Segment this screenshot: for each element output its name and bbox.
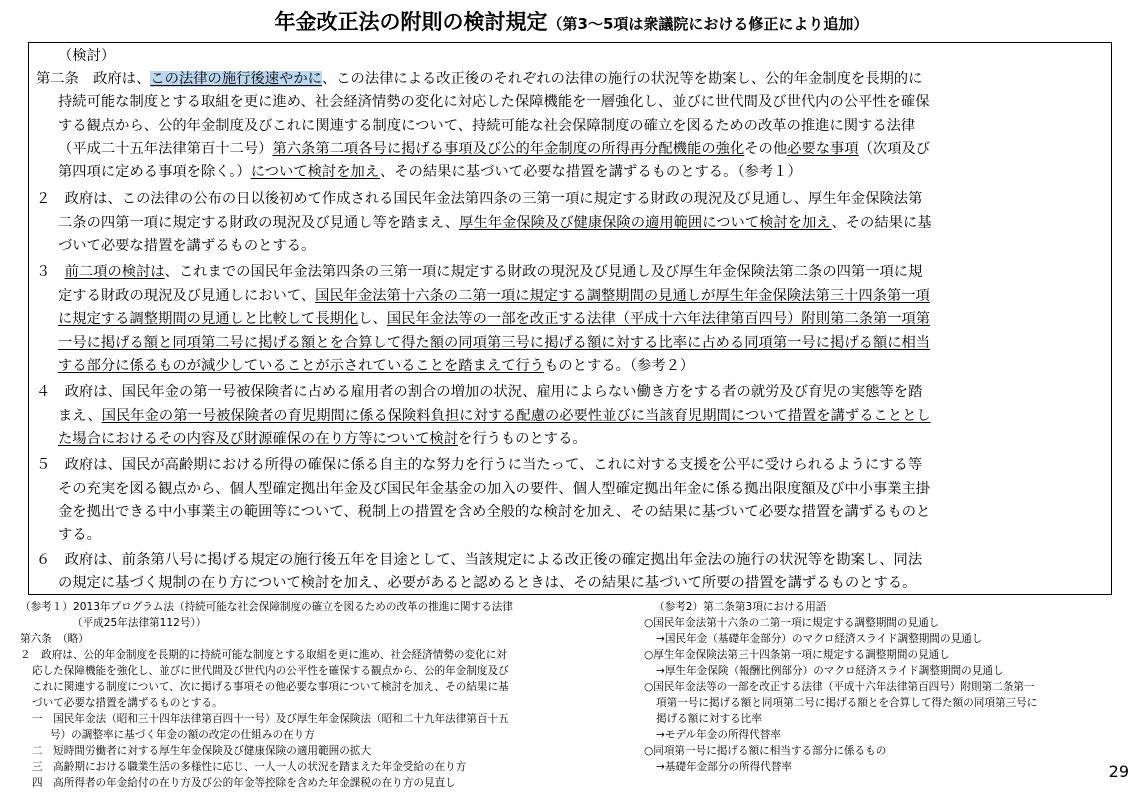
para2-line2: 二条の四第一項に規定する財政の現況及び見通し等を踏まえ、厚生年金保険及び健康保険の適用範囲について検討を加え、その結果に基: [58, 215, 932, 231]
para2-line1: ２ 政府は、この法律の公布の日以後初めて作成される国民年金法第四条の三第一項に規定する財政の現況及び見通し、厚生年金保険法第: [36, 191, 923, 207]
note2-line: 項第一号に掲げる額と同項第二号に掲げる額とを合算して得た額の同項第三号に: [656, 697, 1038, 709]
note2-line: （参考2）第二条第3項における用語: [654, 601, 827, 613]
note2-line: 掲げる額に対する比率: [656, 713, 762, 725]
para3-line1: ３ 前二項の検討は、これまでの国民年金法第四条の三第一項に規定する財政の現況及び見通し及び厚生年金保険法第二条の四第一項に規: [36, 264, 923, 280]
para5-line1: ５ 政府は、国民が高齢期における所得の確保に係る自主的な努力を行うに当たって、これに対する支援を公平に受けられるようにする等: [36, 457, 923, 473]
article2-line4: （平成二十五年法律第百十二号）第六条第二項各号に掲げる事項及び公的年金制度の所得再分配機能の強化その他必要な事項（次項及び: [58, 141, 931, 157]
para3-line2: 定する財政の現況及び見通しにおいて、国民年金法第十六条の二第一項に規定する調整期間の見通しが厚生年金保険法第三十四条第一項: [58, 288, 930, 304]
note2-line: ○同項第一号に掲げる額に相当する部分に係るもの: [644, 745, 887, 757]
para4-line3: た場合におけるその内容及び財源確保の在り方等について検討を行うものとする。: [58, 431, 587, 447]
para4-line1: ４ 政府は、国民年金の第一号被保険者に占める雇用者の割合の増加の状況、雇用によらない働き方をする者の就労及び育児の実態等を踏: [36, 384, 923, 400]
section-heading: （検討）: [58, 48, 116, 64]
para3-line5: する部分に係るものが減少していることが示されていることを踏まえて行うものとする。（参考２）: [58, 358, 695, 374]
note2-line: →基礎年金部分の所得代替率: [656, 761, 793, 773]
highlighted-text: この法律の施行後速やかに: [150, 71, 322, 87]
note1-line: 第六条 （略）: [20, 633, 89, 645]
note1-line: ２ 政府は、公的年金制度を長期的に持続可能な制度とする取組を更に進め、社会経済情勢の変化に対: [20, 649, 507, 661]
para3-line3: に規定する調整期間の見通しと比較して長期化し、国民年金法等の一部を改正する法律（平成十六年法律第百四号）附則第二条第一項第: [58, 311, 931, 327]
note1-line: 応した保障機能を強化し、並びに世代間及び世代内の公平性を確保する観点から、公的年金制度及び: [32, 665, 509, 677]
para5-line4: する。: [58, 527, 101, 543]
para6-line2: の規定に基づく規制の在り方について検討を加え、必要があると認めるときは、その結果に基づいて所要の措置を講ずるものとする。: [58, 575, 917, 591]
note1-line: 四 高所得者の年金給付の在り方及び公的年金等控除を含めた年金課税の在り方の見直し: [32, 777, 456, 789]
title-subtitle: （第3～5項は衆議院における修正により追加）: [547, 15, 869, 33]
para4-line2: まえ、国民年金の第一号被保険者の育児期間に係る保険料負担に対する配慮の必要性並びに当該育児期間について措置を講ずることとし: [58, 408, 931, 424]
para3-line4: 一号に掲げる額と同項第二号に掲げる額とを合算して得た額の同項第三号に掲げる額に対する比率に占める同項第一号に掲げる額に相当: [58, 335, 931, 351]
note1-line: づいて必要な措置を講ずるものとする。: [32, 697, 223, 709]
note1-line: 二 短時間労働者に対する厚生年金保険及び健康保険の適用範囲の拡大: [32, 745, 371, 757]
note2-line: ○国民年金法等の一部を改正する法律（平成十六年法律第百四号）附則第二条第一: [644, 681, 1035, 693]
para5-line3: 金を拠出できる中小事業主の範囲等について、税制上の措置を含め全般的な検討を加え、その結果に基づいて必要な措置を講ずるものと: [58, 504, 931, 520]
note1-line: （平成25年法律第112号））: [72, 617, 207, 629]
article2-line1: 第二条 政府は、この法律の施行後速やかに、この法律による改正後のそれぞれの法律の施行の状況等を勘案し、公的年金制度を長期的に: [36, 71, 923, 87]
article2-line3: する観点から、公的年金制度及びこれに関連する制度について、持続可能な社会保障制度の確立を図るための改革の推進に関する法律: [58, 118, 916, 134]
para5-line2: その充実を図る観点から、個人型確定拠出年金及び国民年金基金の加入の要件、個人型確定拠出年金に係る拠出限度額及び中小事業主掛: [58, 481, 931, 497]
note1-line: 三 高齢期における職業生活の多様性に応じ、一人一人の状況を踏まえた年金受給の在り方: [32, 761, 467, 773]
note2-line: →モデル年金の所得代替率: [656, 729, 781, 741]
para6-line1: ６ 政府は、前条第八号に掲げる規定の施行後五年を目途として、当該規定による改正後の確定拠出年金法の施行の状況等を勘案し、同法: [36, 552, 923, 568]
note2-line: ○国民年金法第十六条の二第一項に規定する調整期間の見通し: [644, 617, 940, 629]
note1-line: 号）の調整率に基づく年金の額の改定の仕組みの在り方: [50, 729, 315, 741]
note1-line: （参考１）2013年プログラム法（持続可能な社会保障制度の確立を図るための改革の推進に関する法律: [20, 601, 513, 613]
page-title: [0, 6, 1143, 36]
note1-line: これに関連する制度について、次に掲げる事項その他必要な事項について検討を加え、その結果に基: [32, 681, 509, 693]
page-number: 29: [1108, 762, 1129, 781]
para2-line3: づいて必要な措置を講ずるものとする。: [58, 238, 316, 254]
title-main: 年金改正法の附則の検討規定: [274, 10, 548, 34]
note2-line: →国民年金（基礎年金部分）のマクロ経済スライド調整期間の見通し: [656, 633, 983, 645]
note2-line: ○厚生年金保険法第三十四条第一項に規定する調整期間の見通し: [644, 649, 950, 661]
article2-line5: 第四項に定める事項を除く。）について検討を加え、その結果に基づいて必要な措置を講ずるものとする。（参考１）: [58, 164, 802, 180]
note2-line: →厚生年金保険（報酬比例部分）のマクロ経済スライド調整期間の見通し: [656, 665, 1004, 677]
article2-line2: 持続可能な制度とする取組を更に進め、社会経済情勢の変化に対応した保障機能を一層強化し、並びに世代間及び世代内の公平性を確保: [58, 94, 930, 110]
note1-line: 一 国民年金法（昭和三十四年法律第百四十一号）及び厚生年金保険法（昭和二十九年法律第百十五: [32, 713, 509, 725]
